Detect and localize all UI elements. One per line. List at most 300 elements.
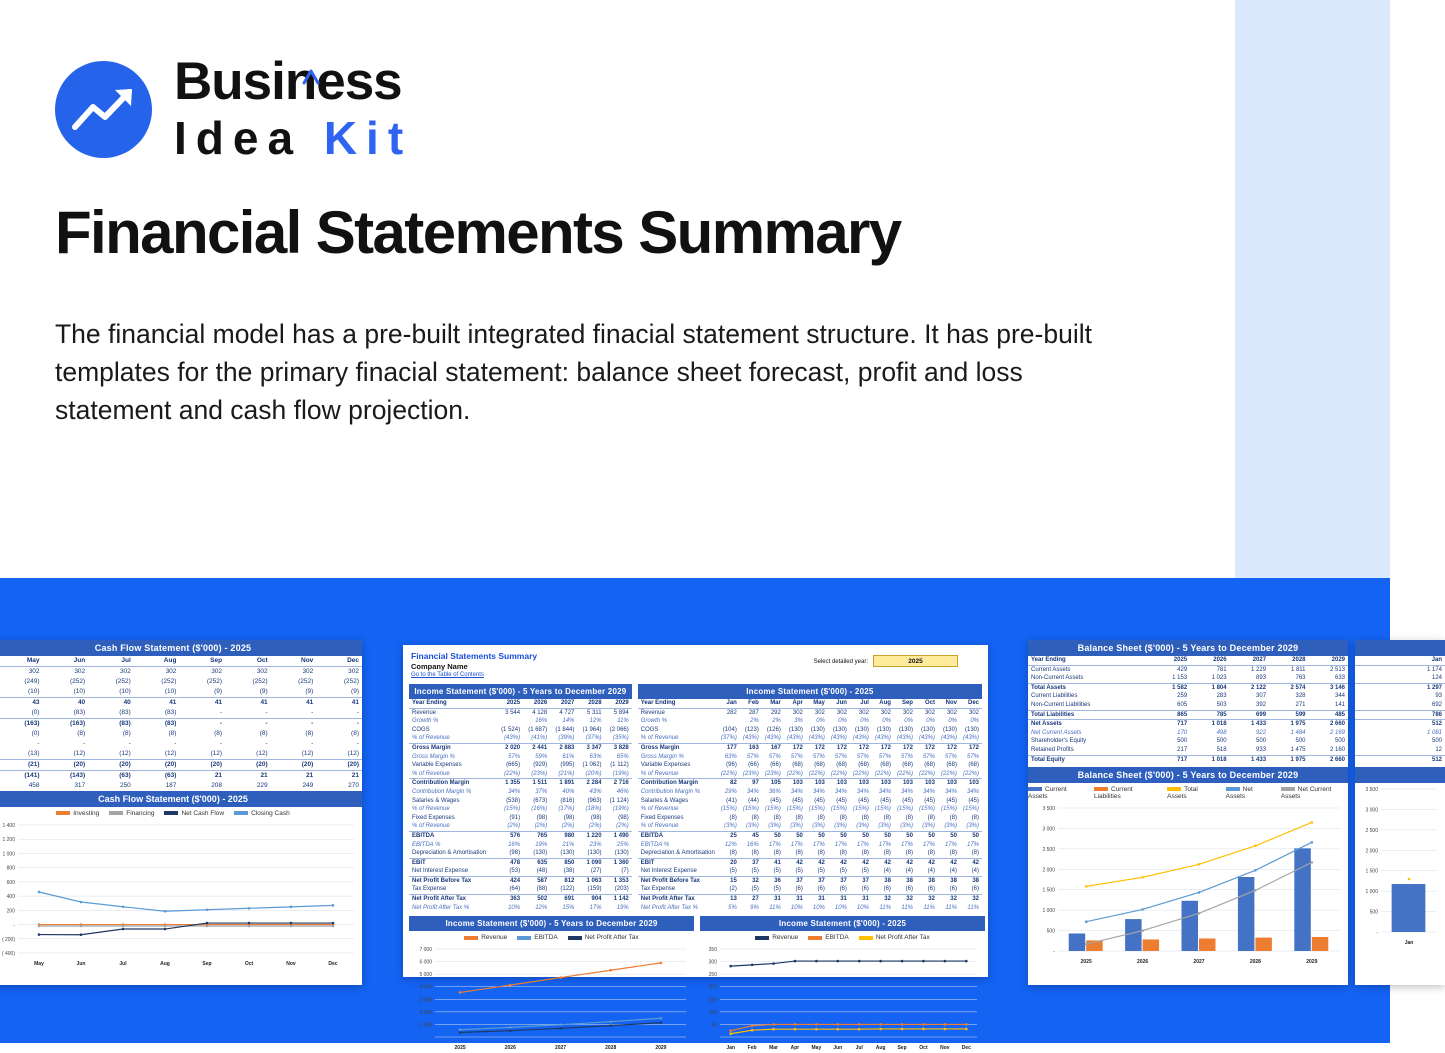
monthly-sheet-title xyxy=(1355,640,1445,656)
row-label: Year Ending xyxy=(1028,656,1151,665)
row-label: Fixed Expenses xyxy=(412,814,455,821)
legend-label: Investing xyxy=(73,810,100,817)
row-label: % of Revenue xyxy=(412,735,450,742)
cell-value: (2 066) xyxy=(609,726,629,733)
cell-value: 170 xyxy=(1177,729,1188,736)
row-label: Net Profit After Tax xyxy=(409,895,496,904)
table-row xyxy=(1355,737,1445,746)
cell-value: 15 xyxy=(718,876,740,885)
cell-value: 37 xyxy=(740,858,762,867)
cell-value: (8) xyxy=(259,730,268,737)
table-row xyxy=(0,667,362,678)
cell-value: (37%) xyxy=(585,735,602,742)
svg-text:150: 150 xyxy=(708,997,717,1004)
cell-value: - xyxy=(316,719,362,730)
table-row xyxy=(409,867,632,876)
cell-value: 302 xyxy=(880,709,891,716)
cell-value: (252) xyxy=(252,678,268,685)
table-row xyxy=(638,726,982,735)
cell-value: 42 xyxy=(938,858,960,867)
svg-text:2 000: 2 000 xyxy=(419,1010,432,1017)
cell-value: 3 544 xyxy=(505,709,521,716)
cell-value: Sep xyxy=(894,699,916,708)
cell-value: 172 xyxy=(784,743,806,752)
cell-value: 42 xyxy=(916,858,938,867)
cell-value: 302 xyxy=(968,709,979,716)
cell-value: 11% xyxy=(879,904,891,911)
svg-text:3 500: 3 500 xyxy=(1365,787,1378,794)
cell-value: (8) xyxy=(773,814,781,821)
cell-value: 32 xyxy=(894,895,916,904)
cell-value: (66) xyxy=(770,762,781,769)
svg-text:Mar: Mar xyxy=(769,1045,778,1052)
col-header: Jun xyxy=(43,656,89,667)
cell-value: (43%) xyxy=(874,735,891,742)
cell-value: (15%) xyxy=(940,806,957,813)
cell-value: 208 xyxy=(211,782,223,789)
cell-value: (3%) xyxy=(900,823,913,830)
cell-value: (4) xyxy=(949,868,957,875)
cell-value: (252) xyxy=(115,678,131,685)
cell-value: (18%) xyxy=(585,806,602,813)
cell-value: 1 229 xyxy=(1251,666,1267,673)
table-row xyxy=(0,749,362,760)
cash-flow-table-title: Cash Flow Statement ($'000) - 2025 xyxy=(0,640,362,656)
cell-value: 781 xyxy=(1216,666,1227,673)
cell-value: 1 975 xyxy=(1269,720,1308,729)
cell-value: 37 xyxy=(806,876,828,885)
cell-value: 5% xyxy=(728,904,737,911)
table-row xyxy=(1355,720,1445,729)
row-label: Salaries & Wages xyxy=(412,797,460,804)
svg-text:Aug: Aug xyxy=(875,1045,886,1052)
cell-value: 3 347 xyxy=(577,743,604,752)
cell-value: (8) xyxy=(839,850,847,857)
table-row xyxy=(1028,683,1348,692)
cell-value: 17% xyxy=(589,904,602,911)
cash-flow-chart xyxy=(0,819,362,969)
table-row xyxy=(409,726,632,735)
table-row xyxy=(409,895,632,904)
legend-label: Current Assets xyxy=(1028,786,1067,801)
table-row xyxy=(0,781,362,791)
cell-value: May xyxy=(806,699,828,708)
cell-value: 187 xyxy=(165,782,177,789)
cell-value: 785 xyxy=(1190,710,1229,720)
cell-value: 50 xyxy=(894,831,916,840)
cell-value: (20) xyxy=(43,760,89,771)
cell-value: 25 xyxy=(718,831,740,840)
balance-sheet-sheet[interactable] xyxy=(1028,640,1348,985)
cell-value: 103 xyxy=(828,779,850,788)
cell-value: (15%) xyxy=(764,806,781,813)
cell-value: 97 xyxy=(740,779,762,788)
cell-value: 12% xyxy=(589,718,602,725)
row-label: Total Equity xyxy=(1028,755,1151,764)
balance-sheet-monthly-sheet[interactable] xyxy=(1355,640,1445,985)
cell-value: 42 xyxy=(828,858,850,867)
cell-value: (45) xyxy=(880,797,891,804)
svg-text:Jun: Jun xyxy=(833,1045,843,1052)
cell-value: (21%) xyxy=(558,770,575,777)
col-header: Jul xyxy=(88,656,134,667)
row-label: % of Revenue xyxy=(640,770,679,777)
table-row xyxy=(0,771,362,782)
row-label: Depreciation & Amortisation xyxy=(640,850,715,857)
cell-value: (8) xyxy=(927,850,935,857)
row-label: % of Revenue xyxy=(640,806,679,813)
cell-value: 32 xyxy=(938,895,960,904)
growth-arrow-icon xyxy=(55,61,152,158)
cell-value: (19%) xyxy=(612,806,629,813)
row-label: Total Assets xyxy=(1028,683,1151,692)
cell-value: (13) xyxy=(27,750,40,757)
svg-text:2028: 2028 xyxy=(605,1045,617,1052)
cell-value: (130) xyxy=(533,850,548,857)
table-row xyxy=(1028,737,1348,746)
cell-value: (23%) xyxy=(531,770,548,777)
cell-value: 763 xyxy=(1295,675,1306,682)
cell-value: (249) xyxy=(24,678,40,685)
cell-value: (12) xyxy=(73,750,86,757)
cell-value: 1 511 xyxy=(523,779,550,788)
cell-value: 503 xyxy=(1216,701,1227,708)
cell-value: (23%) xyxy=(764,770,781,777)
row-label: EBITDA % xyxy=(640,841,670,848)
cell-value: 605 xyxy=(1177,701,1188,708)
cell-value: 50 xyxy=(828,831,850,840)
cell-value: 1 804 xyxy=(1190,683,1229,692)
page-description: The financial model has a pre-built integrated finacial statement structure. It has pre-built templates for the primary finacial statement: balance sheet forecast, profit and loss statement and cash flow projection. xyxy=(55,319,1092,425)
legend-label: Closing Cash xyxy=(251,810,290,817)
cell-value: 717 xyxy=(1151,755,1190,764)
brand-name-text: Business xyxy=(174,52,402,111)
cell-value: (0) xyxy=(31,730,40,737)
cell-value: (5) xyxy=(795,868,803,875)
cell-value: (5) xyxy=(773,868,781,875)
cell-value: (66) xyxy=(748,762,759,769)
cell-value: (3%) xyxy=(812,823,825,830)
svg-text:3 000: 3 000 xyxy=(1042,826,1055,833)
cell-value: 1 433 xyxy=(1230,720,1269,729)
cell-value: 12% xyxy=(724,841,737,848)
cell-value: (2%) xyxy=(507,823,521,830)
cell-value: 172 xyxy=(894,743,916,752)
col-header: Aug xyxy=(134,656,180,667)
cell-value: (45) xyxy=(924,797,935,804)
table-row xyxy=(1028,729,1348,738)
cell-value: 850 xyxy=(550,858,577,867)
cell-value: 633 xyxy=(1334,675,1345,682)
cell-value: 36% xyxy=(768,788,781,795)
legend-item xyxy=(109,810,154,817)
cell-value: (1 112) xyxy=(610,762,629,769)
cell-value: 57% xyxy=(900,753,913,760)
svg-text:500: 500 xyxy=(1369,909,1378,916)
cell-value: 812 xyxy=(550,876,577,885)
cell-value: 103 xyxy=(894,779,916,788)
cell-value: (130) xyxy=(898,726,913,733)
financial-summary-sheet[interactable] xyxy=(403,645,988,1052)
table-row xyxy=(409,761,632,770)
cell-value: (63) xyxy=(134,771,180,782)
table-row xyxy=(409,779,632,788)
cell-value: (45) xyxy=(792,797,803,804)
cell-value: 1 360 xyxy=(605,858,632,867)
cell-value: - xyxy=(265,740,268,747)
cell-value: 1 490 xyxy=(605,831,632,840)
legend-item xyxy=(1028,786,1084,800)
cell-value: 19% xyxy=(535,841,548,848)
legend-item xyxy=(808,934,848,941)
row-label: Salaries & Wages xyxy=(640,797,689,804)
cell-value: 478 xyxy=(496,858,523,867)
svg-text:Dec: Dec xyxy=(328,961,338,967)
cell-value: (130) xyxy=(942,726,957,733)
cell-value: 27 xyxy=(740,895,762,904)
cell-value: 57% xyxy=(966,753,979,760)
cell-value: 57% xyxy=(878,753,891,760)
cell-value: (27) xyxy=(590,868,602,875)
cell-value: 34% xyxy=(790,788,803,795)
cell-value: 2 169 xyxy=(1329,729,1345,736)
cell-value: 2026 xyxy=(523,699,550,708)
cell-value: 21 xyxy=(225,771,271,782)
cell-value: (130) xyxy=(876,726,891,733)
cell-value: 57% xyxy=(746,753,759,760)
table-row xyxy=(409,770,632,779)
cell-value: (12) xyxy=(164,750,177,757)
svg-text:3 000: 3 000 xyxy=(1365,807,1378,814)
cell-value: 59% xyxy=(535,753,548,760)
cell-value: 691 xyxy=(550,895,577,904)
svg-text:Jul: Jul xyxy=(855,1045,863,1052)
cell-value: (45) xyxy=(836,797,847,804)
table-row xyxy=(638,876,982,885)
cell-value: (8) xyxy=(795,850,803,857)
cell-value: (15%) xyxy=(742,806,759,813)
cell-value: 32 xyxy=(872,895,894,904)
table-row xyxy=(0,719,362,730)
svg-text:2027: 2027 xyxy=(554,1045,567,1052)
row-label: Variable Expenses xyxy=(640,762,691,769)
table-row xyxy=(638,708,982,717)
brand-name-line2 xyxy=(174,112,412,165)
cell-value: (4) xyxy=(927,868,935,875)
cell-value: (43%) xyxy=(918,735,935,742)
cell-value: (53) xyxy=(509,868,521,875)
svg-text:3 000: 3 000 xyxy=(419,997,432,1004)
cell-value: (15%) xyxy=(874,806,891,813)
table-row xyxy=(409,876,632,885)
svg-text:500: 500 xyxy=(1046,928,1055,935)
table-row xyxy=(409,904,632,913)
cell-value: (1 844) xyxy=(555,726,575,733)
cell-value: 50 xyxy=(806,831,828,840)
balance-sheet-table-title: Balance Sheet ($'000) - 5 Years to December 2029 xyxy=(1028,640,1348,656)
cell-value: 38 xyxy=(960,876,982,885)
row-label: Tax Expense xyxy=(412,886,447,893)
legend-item xyxy=(755,934,798,941)
year-select-input[interactable]: 2025 xyxy=(873,655,958,667)
cell-value: 41 xyxy=(316,698,362,709)
cell-value: 287 xyxy=(748,709,759,716)
row-label: Year Ending xyxy=(638,699,718,708)
svg-text:1 000: 1 000 xyxy=(2,851,15,858)
cell-value: 1 153 xyxy=(1172,675,1188,682)
cell-value: 172 xyxy=(872,743,894,752)
cell-value: 57% xyxy=(922,753,935,760)
cell-value: (159) xyxy=(587,886,602,893)
svg-text:Sep: Sep xyxy=(897,1045,907,1052)
svg-text:2026: 2026 xyxy=(1137,959,1149,966)
cell-value: 328 xyxy=(1295,693,1306,700)
table-row xyxy=(409,849,632,858)
cell-value: 45 xyxy=(740,831,762,840)
svg-text:1 500: 1 500 xyxy=(1042,887,1055,894)
cell-value: 141 xyxy=(1334,701,1345,708)
row-label: Non-Current Assets xyxy=(1031,675,1084,682)
cell-value: (9) xyxy=(214,688,223,695)
svg-text:2 000: 2 000 xyxy=(1042,867,1055,874)
cell-value: 229 xyxy=(256,782,268,789)
cell-value: 599 xyxy=(1269,710,1308,720)
cell-value: 271 xyxy=(1295,701,1306,708)
cell-value: 10% xyxy=(790,904,803,911)
cell-value: 3 146 xyxy=(1309,683,1348,692)
cell-value: (45) xyxy=(770,797,781,804)
cell-value: 41 xyxy=(179,698,225,709)
svg-text:Nov: Nov xyxy=(940,1045,950,1052)
cell-value: Jan xyxy=(718,699,740,708)
cell-value: (2%) xyxy=(561,823,575,830)
svg-text:Apr: Apr xyxy=(790,1045,800,1052)
cell-value: (665) xyxy=(506,762,521,769)
cell-value: 103 xyxy=(806,779,828,788)
cell-value: 765 xyxy=(523,831,550,840)
cell-value: 14% xyxy=(562,718,575,725)
cell-value: 40 xyxy=(88,698,134,709)
cell-value: (12) xyxy=(301,750,314,757)
svg-text:Jan: Jan xyxy=(726,1045,736,1052)
cell-value: (43%) xyxy=(830,735,847,742)
cell-value: 21 xyxy=(316,771,362,782)
cell-value: 2 284 xyxy=(577,779,604,788)
cell-value: 34% xyxy=(834,788,847,795)
cell-value: 344 xyxy=(1334,693,1345,700)
legend-label: Revenue xyxy=(772,934,799,942)
cell-value: 34% xyxy=(966,788,979,795)
table-row xyxy=(638,743,982,752)
cell-value: (22%) xyxy=(962,770,979,777)
page-title: Financial Statements Summary xyxy=(55,199,901,266)
cell-value: 50 xyxy=(938,831,960,840)
cell-value: (41%) xyxy=(531,735,548,742)
toc-link[interactable]: Go to the Table of Contents xyxy=(411,672,484,678)
cell-value: (8) xyxy=(729,850,737,857)
legend-item xyxy=(517,934,557,941)
cell-value: 10% xyxy=(812,904,825,911)
cell-value: 17% xyxy=(768,841,781,848)
table-row xyxy=(409,841,632,850)
cell-value: 103 xyxy=(916,779,938,788)
cell-value: (8) xyxy=(949,850,957,857)
legend-item xyxy=(1167,786,1216,800)
legend-label: Net Cash Flow xyxy=(181,810,225,817)
cell-value: 2 020 xyxy=(496,743,523,752)
cash-flow-sheet[interactable] xyxy=(0,640,362,985)
cell-value: 65% xyxy=(616,753,629,760)
cell-value: (5) xyxy=(861,868,869,875)
svg-text:Oct: Oct xyxy=(919,1045,928,1052)
brand-logo xyxy=(55,52,413,165)
cell-value: (123) xyxy=(744,726,759,733)
cell-value: 41 xyxy=(762,858,784,867)
cell-value: (43%) xyxy=(786,735,803,742)
row-label: Variable Expenses xyxy=(412,762,462,769)
cell-value: 429 xyxy=(1177,666,1188,673)
svg-text:2029: 2029 xyxy=(1306,959,1318,966)
income-5yr-title: Income Statement ($'000) - 5 Years to December 2029 xyxy=(409,684,632,699)
row-label: EBITDA xyxy=(409,831,496,840)
svg-text:-: - xyxy=(1376,930,1378,937)
row-label: Growth % xyxy=(412,718,439,725)
table-row xyxy=(638,831,982,840)
row-label: Gross Margin xyxy=(409,743,496,752)
svg-text:-: - xyxy=(13,922,15,929)
cell-value: (83) xyxy=(119,709,131,716)
accent-side-panel xyxy=(1235,0,1390,578)
cell-value: 50 xyxy=(850,831,872,840)
cell-value: 302 xyxy=(902,709,913,716)
legend-item xyxy=(1226,786,1271,800)
table-row xyxy=(638,895,982,904)
cell-value: (44) xyxy=(748,797,759,804)
cell-value: 1 297 xyxy=(1355,683,1445,692)
cell-value: 31 xyxy=(762,895,784,904)
cell-value: (22%) xyxy=(918,770,935,777)
cell-value: (252) xyxy=(343,678,359,685)
cell-value: 9% xyxy=(750,904,759,911)
row-label: Gross Margin % xyxy=(640,753,684,760)
cell-value: 2% xyxy=(750,718,759,725)
cell-value: 2029 xyxy=(605,699,632,708)
row-label: Revenue xyxy=(412,709,437,716)
cell-value: 5 311 xyxy=(586,709,602,716)
row-label: Net Profit After Tax xyxy=(638,895,718,904)
row-label: Gross Margin % xyxy=(412,753,456,760)
cell-value: 50 xyxy=(762,831,784,840)
cell-value: 512 xyxy=(1355,755,1445,764)
cell-value: 1 063 xyxy=(577,876,604,885)
cell-value: - xyxy=(311,709,314,716)
cell-value: - xyxy=(356,709,359,716)
row-label: Depreciation & Amortisation xyxy=(412,850,487,857)
cell-value: (15%) xyxy=(504,806,521,813)
cell-value: 302 xyxy=(858,709,869,716)
cell-value: 302 xyxy=(302,668,314,675)
cell-value: 302 xyxy=(348,668,359,675)
balance-sheet-chart-title: Balance Sheet ($'000) - 5 Years to December 2029 xyxy=(1028,767,1348,783)
cell-value: 16% xyxy=(508,841,521,848)
cell-value: (6) xyxy=(883,886,891,893)
cell-value: 103 xyxy=(784,779,806,788)
table-row xyxy=(638,814,982,823)
cell-value: (6) xyxy=(861,886,869,893)
table-row xyxy=(638,858,982,867)
legend-label: Net Assets xyxy=(1225,786,1253,801)
cell-value: (995) xyxy=(560,762,575,769)
